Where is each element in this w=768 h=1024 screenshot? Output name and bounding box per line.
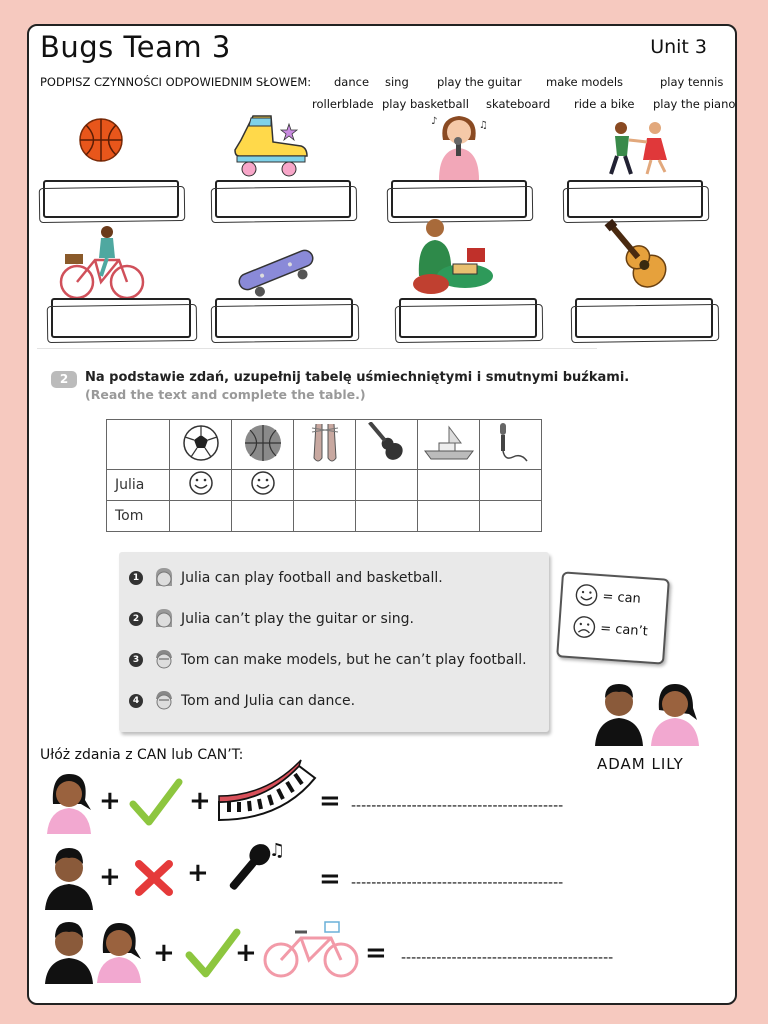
word-play-guitar: play the guitar: [437, 75, 522, 89]
plus-sign: +: [189, 786, 211, 816]
sad-face-icon: [571, 614, 597, 640]
sentence-number: 1: [129, 571, 143, 585]
divider: [37, 348, 597, 349]
answer-box-3[interactable]: [391, 180, 527, 218]
plus-sign: +: [99, 786, 121, 816]
word-dance: dance: [334, 75, 370, 89]
answer-box-2[interactable]: [215, 180, 351, 218]
cross-icon: [133, 858, 175, 898]
sentence-number: 4: [129, 694, 143, 708]
legend-cant: [571, 614, 664, 644]
sentence-4: [129, 688, 355, 714]
sentence-3: [129, 647, 527, 673]
basketball-icon: [77, 116, 125, 164]
table-header-boat: [418, 420, 480, 470]
legend-can-label: = can: [601, 588, 642, 607]
svg-text:♪: ♪: [431, 116, 438, 127]
sentence-text: Tom can make models, but he can’t play football.: [181, 652, 527, 668]
answer-box-5[interactable]: [51, 298, 191, 338]
word-play-basketball: play basketball: [382, 97, 469, 111]
guitar-icon: [591, 212, 681, 298]
plus-sign: +: [235, 938, 257, 968]
word-sing: sing: [385, 75, 409, 89]
dancing-couple-icon: [601, 118, 681, 176]
cyclist-icon: [57, 224, 147, 302]
bicycle-icon: [261, 920, 361, 980]
page-title: Bugs Team 3: [40, 30, 231, 64]
table-cell[interactable]: [480, 470, 542, 501]
julia-face-icon: [153, 566, 175, 590]
plus-sign: +: [187, 858, 209, 888]
football-icon: [182, 424, 220, 462]
exercise1-instruction: PODPISZ CZYNNOŚCI ODPOWIEDNIM SŁOWEM:: [40, 75, 312, 89]
checkmark-icon: [185, 928, 241, 980]
activity-table: [106, 419, 542, 532]
piano-keyboard-icon: [215, 756, 321, 826]
table-header-ballet: [294, 420, 356, 470]
table-cell[interactable]: [294, 470, 356, 501]
smiley-face-icon: [574, 582, 600, 608]
answer-box-7[interactable]: [399, 298, 537, 338]
model-maker-icon: [411, 214, 495, 300]
table-cell[interactable]: [356, 470, 418, 501]
table-cell[interactable]: [294, 501, 356, 532]
sentence-text: Julia can play football and basketball.: [181, 570, 443, 586]
exercise-number: 2: [51, 371, 77, 388]
microphone-icon: [487, 421, 535, 465]
answer-line-1[interactable]: ------------------------------------------: [351, 798, 564, 814]
lily-icon: [45, 770, 97, 834]
svg-text:♫: ♫: [479, 120, 488, 131]
answer-line-3[interactable]: ------------------------------------------: [401, 950, 614, 966]
table-header-basketball: [232, 420, 294, 470]
word-play-piano: play the piano: [653, 97, 736, 111]
julia-face-icon: [153, 607, 175, 631]
tom-face-icon: [153, 689, 175, 713]
equals-sign: =: [319, 864, 341, 894]
word-ride-bike: ride a bike: [574, 97, 635, 111]
rollerskate-icon: [231, 112, 311, 178]
answer-box-6[interactable]: [215, 298, 353, 338]
legend-card: [556, 571, 670, 664]
equals-sign: =: [365, 938, 387, 968]
table-cell[interactable]: [170, 501, 232, 532]
equals-sign: =: [319, 786, 341, 816]
word-play-tennis: play tennis: [660, 75, 724, 89]
answer-box-1[interactable]: [43, 180, 179, 218]
table-header-microphone: [480, 420, 542, 470]
table-corner: [107, 420, 170, 470]
answer-line-2[interactable]: ------------------------------------------: [351, 875, 564, 891]
adam-lily-portrait: [593, 680, 703, 746]
ballet-shoes-icon: [308, 422, 342, 464]
svg-text:♫: ♫: [269, 840, 286, 861]
word-rollerblade: rollerblade: [312, 97, 374, 111]
sentence-text: Tom and Julia can dance.: [181, 693, 356, 709]
word-make-models: make models: [546, 75, 624, 89]
row-label-tom: Tom: [107, 501, 170, 532]
worksheet: [27, 24, 737, 1005]
table-cell[interactable]: [480, 501, 542, 532]
plus-sign: +: [99, 862, 121, 892]
table-cell[interactable]: [418, 470, 480, 501]
sentence-number: 3: [129, 653, 143, 667]
word-skateboard: skateboard: [486, 97, 551, 111]
smiley-face-icon: [188, 470, 214, 496]
sentence-number: 2: [129, 612, 143, 626]
skateboard-icon: [231, 240, 321, 300]
exercise2-instruction-pl: Na podstawie zdań, uzupełnij tabelę uśmiechniętymi i smutnymi buźkami.: [85, 370, 630, 385]
row-label-julia: Julia: [107, 470, 170, 501]
boat-model-icon: [421, 423, 477, 463]
smiley-face-icon: [250, 470, 276, 496]
table-cell[interactable]: [170, 470, 232, 501]
adam-icon: [43, 918, 95, 984]
tom-face-icon: [153, 648, 175, 672]
table-cell[interactable]: [232, 470, 294, 501]
microphone-icon: [217, 832, 297, 900]
lily-icon: [95, 918, 147, 984]
table-cell[interactable]: [356, 501, 418, 532]
sentence-text: Julia can’t play the guitar or sing.: [181, 611, 414, 627]
adam-icon: [43, 844, 95, 910]
basketball-icon: [243, 423, 283, 463]
table-cell[interactable]: [232, 501, 294, 532]
legend-can: [574, 582, 667, 612]
sentence-1: [129, 565, 443, 591]
legend-cant-label: = can’t: [599, 620, 649, 639]
guitar-icon: [362, 422, 412, 464]
exercise3-instruction: Ułóż zdania z CAN lub CAN’T:: [40, 747, 244, 763]
answer-box-8[interactable]: [575, 298, 713, 338]
plus-sign: +: [153, 938, 175, 968]
names-label: ADAM LILY: [597, 755, 684, 773]
unit-label: Unit 3: [650, 36, 707, 58]
table-header-guitar: [356, 420, 418, 470]
singing-girl-icon: [429, 110, 489, 180]
sentences-box: [119, 552, 549, 732]
checkmark-icon: [129, 778, 183, 828]
sentence-2: [129, 606, 414, 632]
table-cell[interactable]: [418, 501, 480, 532]
table-header-football: [170, 420, 232, 470]
exercise2-instruction-en: (Read the text and complete the table.): [85, 387, 366, 402]
